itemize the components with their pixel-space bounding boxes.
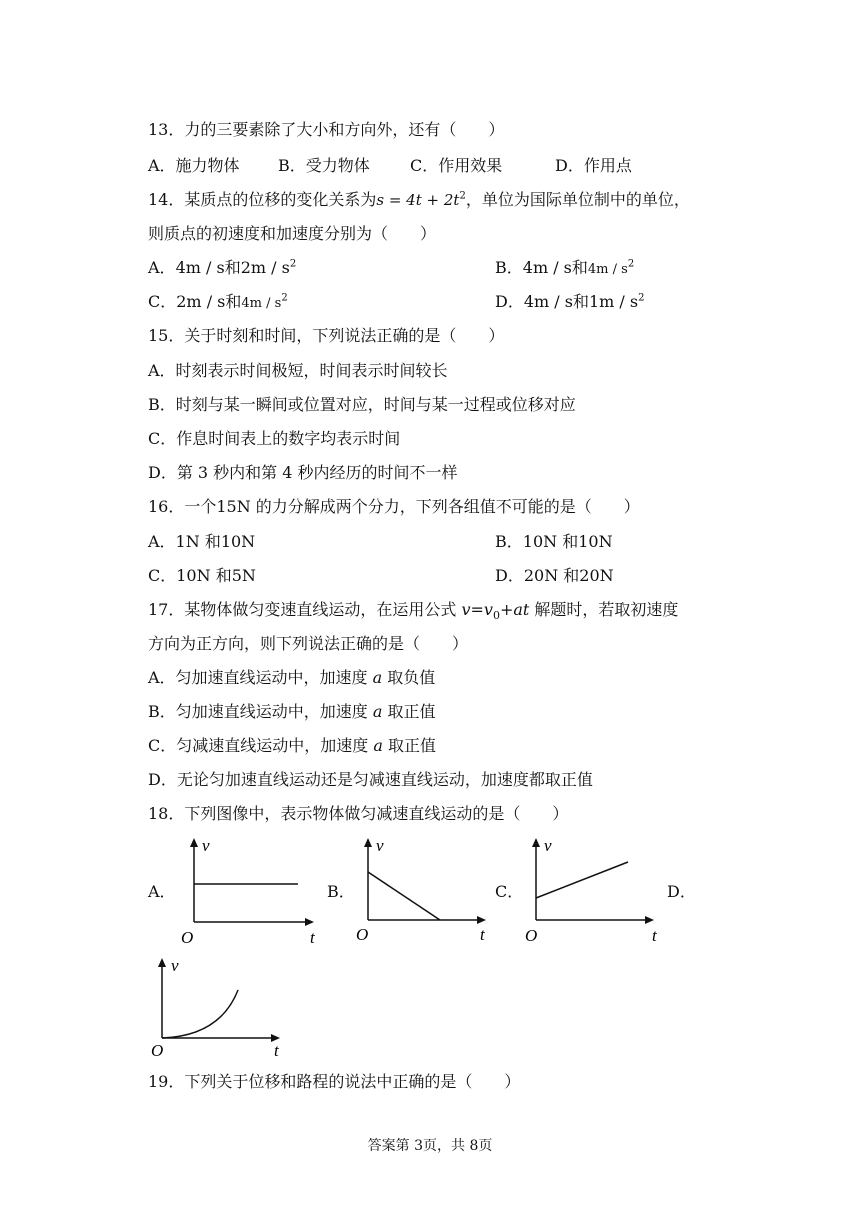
q17-stem: 17．某物体做匀变速直线运动，在运用公式 $v=v_0+at$ 解题时，若取初速度 (148, 600, 679, 623)
q18-graph-b-axis-v: v (376, 836, 384, 855)
q16-option-d: D．20N 和20N (495, 566, 614, 585)
q18-graph-c (520, 836, 670, 948)
q18-label-b: B． (327, 882, 355, 901)
q18-graph-c-origin: O (525, 926, 538, 945)
q16-option-b: B．10N 和10N (495, 532, 613, 551)
q16-option-c: C．10N 和5N (148, 566, 256, 585)
q18-graph-a (178, 836, 328, 948)
q13-option-d: D．作用点 (555, 156, 632, 175)
q18-label-c: C． (495, 882, 524, 901)
q14-formula: s = 4t + 2t (376, 191, 460, 209)
q17-option-b: B．匀加速直线运动中，加速度 a 取正值 (148, 702, 436, 721)
q18-label-a: A． (148, 882, 176, 901)
q18-graph-b-origin: O (356, 925, 369, 944)
q17-option-a: A．匀加速直线运动中，加速度 a 取负值 (148, 668, 436, 687)
q19-stem: 19．下列关于位移和路程的说法中正确的是（ ） (148, 1072, 521, 1091)
q18-stem: 18．下列图像中，表示物体做匀减速直线运动的是（ ） (148, 804, 569, 823)
q15-option-d: D．第 3 秒内和第 4 秒内经历的时间不一样 (148, 463, 458, 482)
q18-graph-d-axis-v: v (171, 956, 179, 975)
q13-option-b: B．受力物体 (278, 156, 370, 175)
q13-option-a: A．施力物体 (148, 156, 240, 175)
q15-option-b: B．时刻与某一瞬间或位置对应，时间与某一过程或位移对应 (148, 395, 576, 414)
q18-graph-d-curve (162, 990, 238, 1038)
q18-graph-b-line (368, 872, 440, 920)
q18-label-d: D． (667, 882, 696, 901)
q14-option-d: D．4m / s和$1m / s^2$ (495, 292, 645, 311)
q15-option-a: A．时刻表示时间极短，时间表示时间较长 (148, 361, 448, 380)
q14-stem-line2: 则质点的初速度和加速度分别为（ ） (148, 224, 437, 243)
q17-option-c: C．匀减速直线运动中，加速度 a 取正值 (148, 736, 436, 755)
q18-graph-c-axis-v: v (544, 836, 552, 855)
q18-graph-c-line (536, 862, 628, 898)
q18-graph-d (150, 956, 300, 1062)
q18-graph-a-origin: O (181, 928, 194, 947)
q17-option-d: D．无论匀加速直线运动还是匀减速直线运动，加速度都取正值 (148, 770, 593, 789)
q16-stem: 16．一个15N 的力分解成两个分力，下列各组值不可能的是（ ） (148, 497, 640, 516)
page-footer: 答案第 3页，共 8页 (367, 1138, 493, 1154)
q14-option-b: B．4m / s和$4m / s^2$ (495, 258, 635, 277)
q13-stem: 13．力的三要素除了大小和方向外，还有（ ） (148, 120, 505, 139)
q15-stem: 15．关于时刻和时间，下列说法正确的是（ ） (148, 326, 505, 345)
q18-graph-d-origin: O (151, 1041, 164, 1060)
q13-option-c: C．作用效果 (410, 156, 503, 175)
q18-graph-c-axis-t: t (652, 926, 657, 945)
q15-option-c: C．作息时间表上的数字均表示时间 (148, 429, 401, 448)
q17-stem-line2: 方向为正方向，则下列说法正确的是（ ） (148, 634, 469, 653)
q16-option-a: A．1N 和10N (148, 532, 256, 551)
q18-graph-a-axis-t: t (310, 928, 315, 947)
q14-stem: 14．某质点的位移的变化关系为$s = 4t + 2t^2$，单位为国际单位制中的单位， (148, 190, 690, 209)
q18-graph-b (352, 836, 502, 948)
q18-graph-a-axis-v: v (202, 836, 210, 855)
q14-option-a: A．4m / s和$2m / s^2$ (148, 258, 297, 277)
q14-option-c: C．2m / s和$4m / s^2$ (148, 292, 288, 311)
q18-graph-d-axis-t: t (274, 1041, 279, 1060)
q18-graph-b-axis-t: t (480, 925, 485, 944)
